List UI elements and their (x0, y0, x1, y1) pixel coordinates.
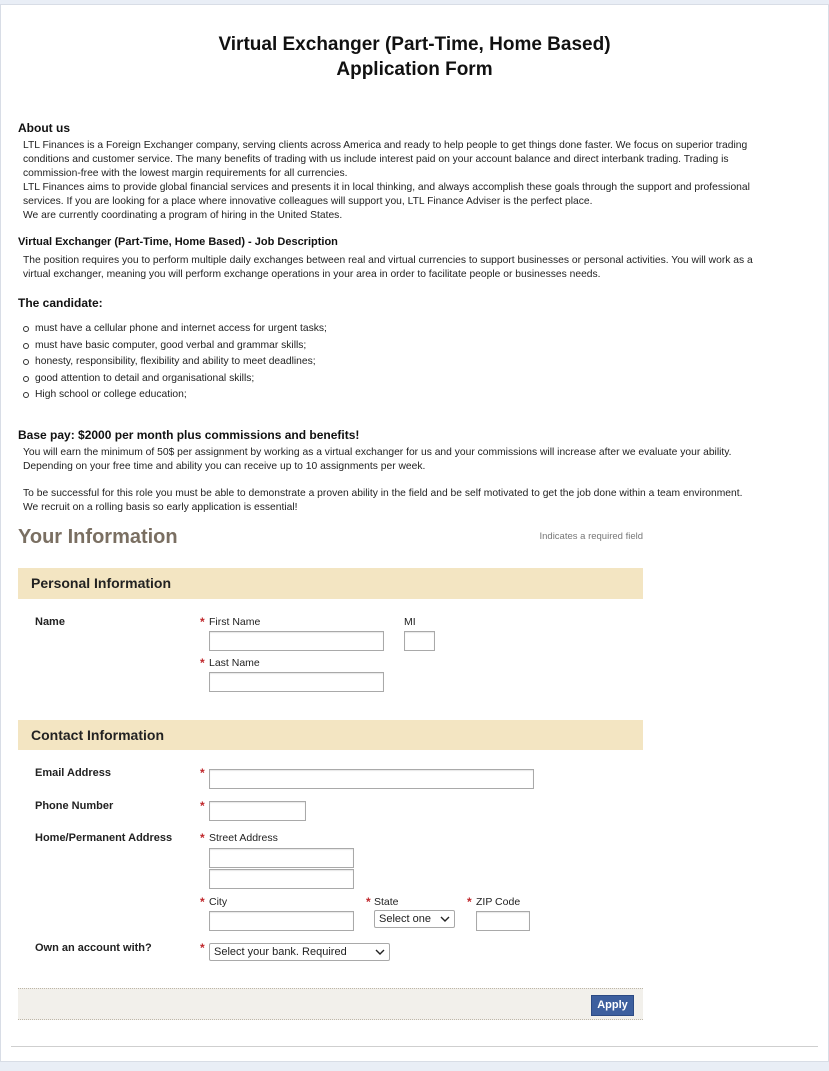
address-label: Home/Permanent Address (35, 832, 173, 844)
required-mark: * (200, 895, 205, 909)
mi-label: MI (404, 616, 416, 628)
state-select[interactable] (374, 910, 455, 928)
bank-select-value: Select your bank. Required (214, 946, 347, 958)
required-mark: * (200, 615, 205, 629)
first-name-label: First Name (209, 616, 261, 628)
required-mark: * (200, 766, 205, 780)
list-item (18, 371, 327, 388)
required-mark: * (200, 831, 205, 845)
bullet-icon (23, 343, 29, 349)
required-mark: * (200, 799, 205, 813)
about-line: We are currently coordinating a program of hiring in the United States. (23, 210, 343, 221)
street-address-label: Street Address (209, 832, 278, 844)
street-address-line1-input[interactable] (209, 848, 354, 868)
contact-info-header: Contact Information (18, 720, 643, 750)
list-item (18, 387, 327, 404)
city-label: City (209, 896, 228, 908)
state-select-value: Select one (379, 913, 431, 925)
bank-select[interactable] (209, 943, 390, 961)
about-line: commission-free with the lowest margin requirements for all currencies. (23, 168, 348, 179)
required-mark: * (200, 656, 205, 670)
list-item (18, 354, 327, 371)
pay-heading: Base pay: $2000 per month plus commissions and benefits! (18, 428, 360, 442)
pay-text-2 (23, 487, 813, 515)
chevron-down-icon (375, 948, 385, 956)
form-section-title: Your Information (18, 526, 178, 548)
list-item (18, 338, 327, 355)
first-name-input[interactable] (209, 631, 384, 651)
job-line: The position requires you to perform multiple daily exchanges between real and virtual currencies to support businesses or personal activities. You will work as a (23, 255, 753, 266)
state-label: State (374, 896, 399, 908)
account-label: Own an account with? (35, 942, 152, 954)
bullet-icon (23, 376, 29, 382)
mi-input[interactable] (404, 631, 435, 651)
zip-input[interactable] (476, 911, 530, 931)
page-title-line1: Virtual Exchanger (Part-Time, Home Based) (218, 34, 611, 55)
bullet-icon (23, 392, 29, 398)
about-heading: About us (18, 121, 70, 135)
email-label: Email Address (35, 767, 112, 779)
about-line: LTL Finances aims to provide global financial services and presents it in local thinking, and always accomplish these goals through the support and professional (23, 182, 750, 193)
bullet-icon (23, 359, 29, 365)
city-input[interactable] (209, 911, 354, 931)
list-item-text: must have a cellular phone and internet access for urgent tasks; (35, 323, 327, 334)
required-mark: * (467, 895, 472, 909)
required-mark: * (366, 895, 371, 909)
bullet-icon (23, 326, 29, 332)
email-input[interactable] (209, 769, 534, 789)
pay-line: Depending on your free time and ability you can receive up to 10 assignments per week. (23, 461, 426, 472)
personal-info-header: Personal Information (18, 568, 643, 599)
about-line: services. If you are looking for a place where innovative colleagues will support you, LTL Finance Adviser is the perfect place. (23, 196, 593, 207)
list-item (18, 321, 327, 338)
pay-line: To be successful for this role you must be able to demonstrate a proven ability in the field and be self motivated to get the job done within a team environment. (23, 488, 743, 499)
divider (11, 1046, 818, 1047)
chevron-down-icon (440, 915, 450, 923)
job-text (23, 254, 813, 282)
about-text (23, 139, 813, 223)
list-item-text: good attention to detail and organisational skills; (35, 372, 255, 384)
zip-label: ZIP Code (476, 896, 521, 908)
job-heading: Virtual Exchanger (Part-Time, Home Based) - Job Description (18, 236, 338, 248)
phone-label: Phone Number (35, 800, 114, 812)
list-item-text: must have basic computer, good verbal and grammar skills; (35, 339, 307, 351)
phone-input[interactable] (209, 801, 306, 821)
candidate-heading: The candidate: (18, 296, 103, 310)
about-line: conditions and customer service. The many benefits of trading with us include interest paid on your account balance and direct interbank trading. Trading is (23, 154, 729, 165)
required-field-note: Indicates a required field (539, 531, 643, 542)
list-item-text: honesty, responsibility, flexibility and ability to meet deadlines; (35, 356, 316, 368)
street-address-line2-input[interactable] (209, 869, 354, 889)
candidate-list (18, 321, 327, 404)
about-line: LTL Finances is a Foreign Exchanger company, serving clients across America and ready to help people to get things done faster. We focus on superior trading (23, 140, 748, 151)
list-item-text: High school or college education; (35, 389, 187, 401)
pay-text (23, 446, 813, 474)
pay-line: We recruit on a rolling basis so early application is essential! (23, 502, 298, 513)
last-name-input[interactable] (209, 672, 384, 692)
form-footer (18, 988, 643, 1020)
required-mark: * (200, 941, 205, 955)
pay-line: You will earn the minimum of 50$ per assignment by working as a virtual exchanger for us and your commissions will increase after we evaluate your ability. (23, 447, 732, 458)
name-label: Name (35, 616, 65, 628)
page-title-line2: Application Form (336, 59, 493, 80)
job-line: virtual exchanger, meaning you will perform exchange operations in your area in order to facilitate people or businesses needs. (23, 269, 601, 280)
apply-button[interactable]: Apply (591, 995, 634, 1016)
last-name-label: Last Name (209, 657, 260, 669)
